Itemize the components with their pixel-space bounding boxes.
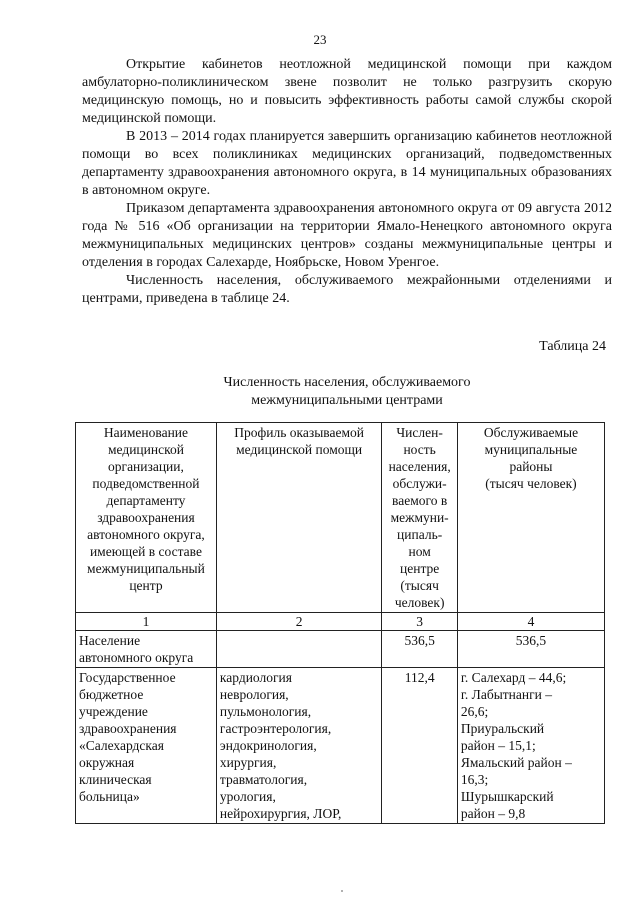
paragraph: Приказом департамента здравоохранения автономного округа от 09 августа 2012 года № 516 «Об организации на территории Ямало-Ненецкого автономного округа межмуниципальных медицинских центров» созданы межмуниципальные центры и отделения в городах Салехарде, Ноябрьске, Новом Уренгое. <box>82 201 612 270</box>
header-line: автономного округа, <box>87 527 205 542</box>
header-line: медицинской помощи <box>236 442 363 457</box>
paragraph: Численность населения, обслуживаемого межрайонными отделениями и центрами, приведена в таблице 24. <box>82 273 612 306</box>
table-title <box>82 374 612 410</box>
cell-line: урология, <box>219 789 276 804</box>
cell-line: клиническая <box>79 772 152 787</box>
cell-line: учреждение <box>79 704 148 719</box>
header-population-count <box>382 423 458 613</box>
header-line: межмуни- <box>390 510 449 525</box>
cell-line: здравоохранения <box>79 721 177 736</box>
cell-line: больница» <box>79 789 140 804</box>
table-row <box>76 668 605 824</box>
cell-line: неврология, <box>219 687 289 702</box>
column-number: 3 <box>382 613 458 631</box>
cell-line: «Салехардская <box>79 738 164 753</box>
header-line: подведомственной <box>92 476 200 491</box>
header-line: межмуниципальный <box>87 561 205 576</box>
header-line: муниципальные <box>484 442 578 457</box>
header-line: здравоохранения <box>97 510 195 525</box>
cell-profile <box>216 631 381 668</box>
header-line: Обслуживаемые <box>483 425 579 440</box>
cell-count: 536,5 <box>382 631 458 668</box>
header-line: (тысяч человек) <box>485 476 577 491</box>
column-number-row <box>76 613 605 631</box>
cell-line: район – 15,1; <box>460 738 536 753</box>
cell-line: хирургия, <box>219 755 277 770</box>
header-line: имеющей в составе <box>89 544 202 559</box>
header-line: ном <box>408 544 431 559</box>
header-profile <box>216 423 381 613</box>
population-table <box>75 422 605 824</box>
cell-line: Шурышкарский <box>460 789 554 804</box>
header-line: Числен- <box>396 425 443 440</box>
header-line: человек) <box>394 595 445 610</box>
header-line: ность <box>403 442 436 457</box>
cell-line: Ямальский район – <box>460 755 572 770</box>
column-number: 4 <box>457 613 604 631</box>
cell-line: кардиология <box>219 670 292 685</box>
cell-name <box>76 631 217 668</box>
cell-line: район – 9,8 <box>460 806 526 821</box>
column-number: 1 <box>76 613 217 631</box>
cell-line: бюджетное <box>79 687 144 702</box>
paragraph: В 2013 – 2014 годах планируется завершить организацию кабинетов неотложной помощи во всех поликлиниках медицинских организаций, подведомственных департаменту здравоохранения автономного округа, в 14 муниципальных образованиях в автономном округе. <box>82 129 612 198</box>
header-line: ципаль- <box>397 527 443 542</box>
cell-profile <box>216 668 381 824</box>
table-caption: Таблица 24 <box>539 339 606 354</box>
cell-line: пульмонология, <box>219 704 312 719</box>
cell-line: эндокринология, <box>219 738 317 753</box>
header-line: центре <box>400 561 440 576</box>
body-text <box>82 56 612 308</box>
page-number: 23 <box>313 32 327 47</box>
header-line: организации, <box>108 459 184 474</box>
header-line: Профиль оказываемой <box>234 425 364 440</box>
table-title-line: Численность населения, обслуживаемого <box>223 375 471 390</box>
table-row <box>76 631 605 668</box>
cell-line: г. Лабытнанги – <box>460 687 553 702</box>
cell-line: 16,3; <box>460 772 489 787</box>
cell-line: 26,6; <box>460 704 489 719</box>
header-line: обслужи- <box>392 476 447 491</box>
cell-line: гастроэнтерология, <box>219 721 332 736</box>
header-line: (тысяч <box>400 578 439 593</box>
cell-line: нейрохирургия, ЛОР, <box>219 806 342 821</box>
header-organization <box>76 423 217 613</box>
cell-line: автономного округа <box>79 650 194 665</box>
header-line: медицинской <box>107 442 184 457</box>
header-line: центр <box>129 578 163 593</box>
header-line: населения, <box>388 459 451 474</box>
paragraph: Открытие кабинетов неотложной медицинской помощи при каждом амбулаторно-поликлиническом звене позволит не только разгрузить скорую медицинскую помощь, но и повысить эффективность работы самой службы скорой медицинской помощи. <box>82 57 612 126</box>
cell-line: г. Салехард – 44,6; <box>460 670 567 685</box>
cell-line: окружная <box>79 755 135 770</box>
header-line: районы <box>509 459 553 474</box>
cell-count: 112,4 <box>382 668 458 824</box>
cell-line: Население <box>79 633 141 648</box>
header-districts <box>457 423 604 613</box>
table-title-line: межмуниципальными центрами <box>251 393 443 408</box>
header-line: ваемого в <box>392 493 448 508</box>
cell-line: травматология, <box>219 772 308 787</box>
header-line: Наименование <box>103 425 189 440</box>
cell-districts: 536,5 <box>457 631 604 668</box>
cell-line: Государственное <box>79 670 176 685</box>
table-header-row <box>76 423 605 613</box>
cell-line: Приуральский <box>460 721 545 736</box>
cell-districts <box>457 668 604 824</box>
scan-speck <box>341 890 343 892</box>
column-number: 2 <box>216 613 381 631</box>
cell-name <box>76 668 217 824</box>
header-line: департаменту <box>106 493 186 508</box>
